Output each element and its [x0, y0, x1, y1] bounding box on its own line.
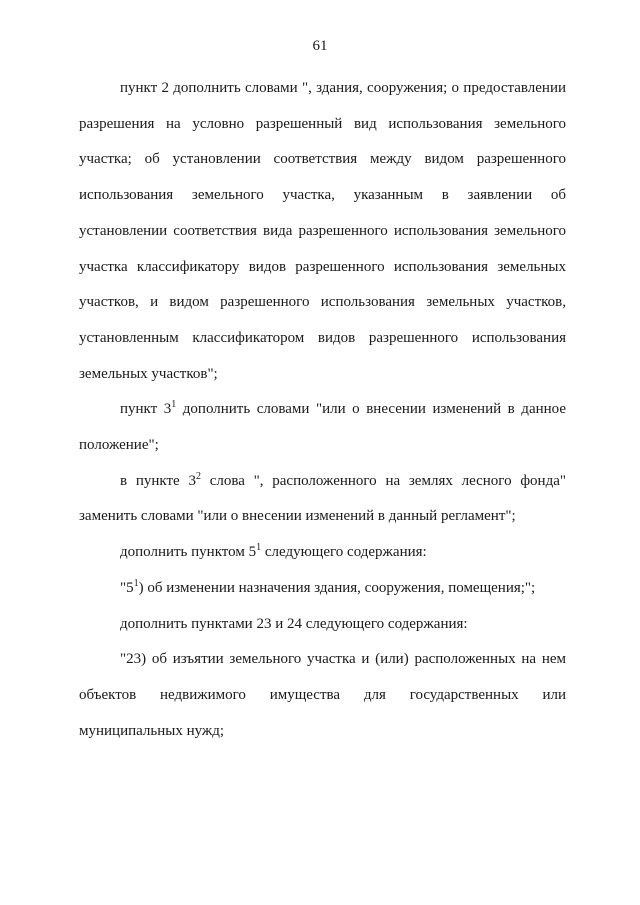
paragraph-text: в пункте 3 [120, 472, 196, 489]
superscript: 1 [133, 577, 139, 589]
paragraph-text: пункт 3 [120, 401, 172, 418]
document-body [79, 71, 566, 749]
paragraph-text: следующего содержания: [261, 544, 427, 561]
paragraph-text: дополнить словами "или о внесении изменений в данное положение"; [79, 401, 566, 454]
superscript: 1 [256, 542, 262, 554]
page-number: 61 [312, 38, 328, 54]
paragraph-punkt-23-text: "23) об изъятии земельного участка и (или) расположенных на нем объектов недвижимого имущества для государственных или муниципальных нужд; [79, 651, 566, 739]
paragraph-text: "5 [120, 579, 134, 596]
paragraph-add-punkt-5-1 [79, 535, 566, 571]
paragraph-add-punkty-23-24: дополнить пунктами 23 и 24 следующего содержания: [120, 615, 468, 632]
superscript: 1 [171, 399, 177, 411]
superscript: 2 [195, 470, 201, 482]
paragraph-punkt-2: пункт 2 дополнить словами ", здания, сооружения; о предоставлении разрешения на условно разрешенный вид использования земельного участка; об установлении соответствия между видом разрешенного использования земельного участка, указанным в заявлении об установлении соответствия вида разрешенного использования земельного участка классификатору видов разрешенного использования земельных участков, и видом разрешенного использования земельных участков, установленным классификатором видов разрешенного использования земельных участков"; [79, 80, 566, 382]
paragraph-punkt-3-2 [79, 464, 566, 535]
paragraph-text: дополнить пунктом 5 [120, 544, 257, 561]
paragraph-punkt-3-1 [79, 392, 566, 463]
paragraph-text: ) об изменении назначения здания, сооружения, помещения;"; [138, 579, 536, 596]
paragraph-text: слова ", расположенного на землях лесного фонда" заменить словами "или о внесении изменений в данный регламент"; [79, 472, 566, 525]
paragraph-punkt-5-1-text [79, 571, 566, 607]
